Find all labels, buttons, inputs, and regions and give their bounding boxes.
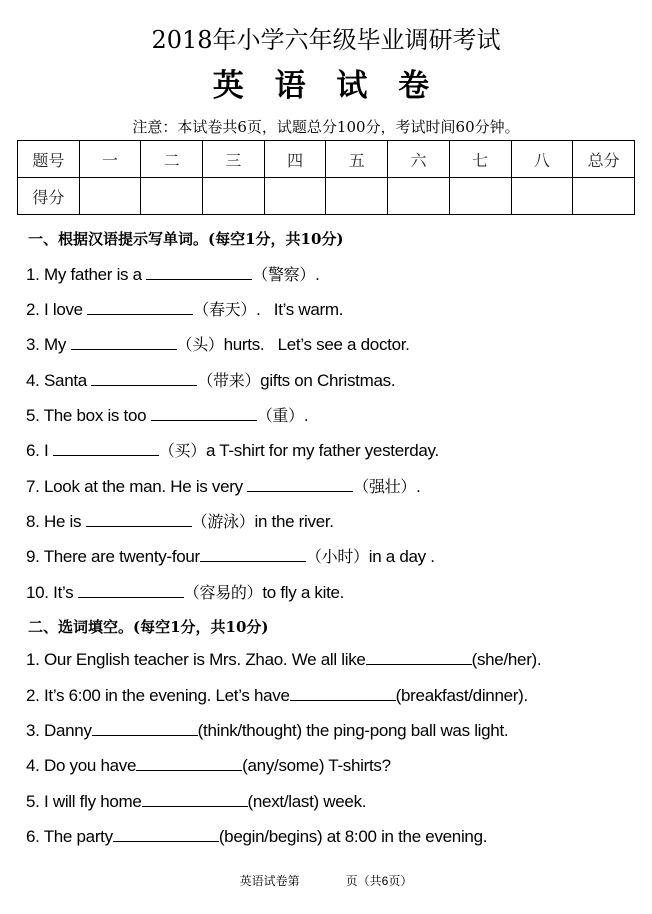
- score-input-cell[interactable]: [511, 178, 573, 215]
- score-cell: 二: [141, 141, 203, 178]
- score-cell: 七: [449, 141, 511, 178]
- score-cell: 五: [326, 141, 388, 178]
- score-table: [17, 140, 635, 215]
- score-input-cell[interactable]: [79, 178, 141, 215]
- exam-title: 2018年小学六年级毕业调研考试: [151, 26, 501, 54]
- answer-blank[interactable]: [86, 512, 192, 527]
- score-cell: 八: [511, 141, 573, 178]
- score-table-header-row: [18, 141, 635, 178]
- score-input-cell[interactable]: [326, 178, 388, 215]
- question-item: 3. My （头）hurts. Let’s see a doctor.: [26, 335, 410, 354]
- question-item: 6. I （买）a T-shirt for my father yesterday.: [26, 441, 439, 460]
- answer-blank[interactable]: [92, 721, 198, 736]
- score-input-cell[interactable]: [449, 178, 511, 215]
- score-input-cell[interactable]: [388, 178, 450, 215]
- answer-blank[interactable]: [53, 441, 159, 456]
- score-cell: 三: [203, 141, 265, 178]
- score-cell: 题号: [18, 141, 80, 178]
- question-item: 4. Do you have (any/some) T-shirts?: [26, 756, 391, 775]
- score-cell: 总分: [573, 141, 635, 178]
- question-item: 7. Look at the man. He is very （强壮）.: [26, 477, 421, 496]
- page-footer: 英语试卷第 页（共6页）: [239, 874, 413, 888]
- question-item: 8. He is （游泳）in the river.: [26, 512, 334, 531]
- question-item: 4. Santa （带来）gifts on Christmas.: [26, 371, 396, 390]
- answer-blank[interactable]: [113, 827, 219, 842]
- question-item: 5. I will fly home (next/last) week.: [26, 792, 367, 811]
- question-item: 5. The box is too （重）.: [26, 406, 309, 425]
- section1-heading: 一、根据汉语提示写单词。(每空1分，共10分): [28, 230, 344, 248]
- answer-blank[interactable]: [87, 300, 193, 315]
- answer-blank[interactable]: [78, 583, 184, 598]
- answer-blank[interactable]: [290, 686, 396, 701]
- answer-blank[interactable]: [91, 371, 197, 386]
- question-item: 6. The party (begin/begins) at 8:00 in the evening.: [26, 827, 488, 846]
- subject-title: 英 语 试 卷: [212, 68, 440, 104]
- answer-blank[interactable]: [366, 650, 472, 665]
- score-cell: 一: [79, 141, 141, 178]
- score-input-cell[interactable]: [573, 178, 635, 215]
- answer-blank[interactable]: [247, 477, 353, 492]
- score-table-score-row: [18, 178, 635, 215]
- score-input-cell[interactable]: [203, 178, 265, 215]
- answer-blank[interactable]: [71, 335, 177, 350]
- question-item: 9. There are twenty-four （小时）in a day .: [26, 547, 435, 566]
- score-cell: 得分: [18, 178, 80, 215]
- score-cell: 六: [388, 141, 450, 178]
- answer-blank[interactable]: [146, 265, 252, 280]
- score-input-cell[interactable]: [141, 178, 203, 215]
- answer-blank[interactable]: [151, 406, 257, 421]
- answer-blank[interactable]: [142, 792, 248, 807]
- section2-heading: 二、选词填空。(每空1分，共10分): [28, 618, 269, 636]
- question-item: 10. It’s （容易的）to fly a kite.: [26, 583, 345, 602]
- question-item: 3. Danny (think/thought) the ping-pong ball was light.: [26, 721, 509, 740]
- score-input-cell[interactable]: [264, 178, 326, 215]
- question-item: 1. My father is a （警察）.: [26, 265, 320, 284]
- question-item: 2. I love （春天）. It’s warm.: [26, 300, 344, 319]
- answer-blank[interactable]: [136, 756, 242, 771]
- answer-blank[interactable]: [200, 547, 306, 562]
- exam-notice: 注意：本试卷共6页，试题总分100分，考试时间60分钟。: [132, 118, 520, 136]
- question-item: 2. It’s 6:00 in the evening. Let’s have (breakfast/dinner).: [26, 686, 528, 705]
- score-cell: 四: [264, 141, 326, 178]
- question-item: 1. Our English teacher is Mrs. Zhao. We all like (she/her).: [26, 650, 542, 669]
